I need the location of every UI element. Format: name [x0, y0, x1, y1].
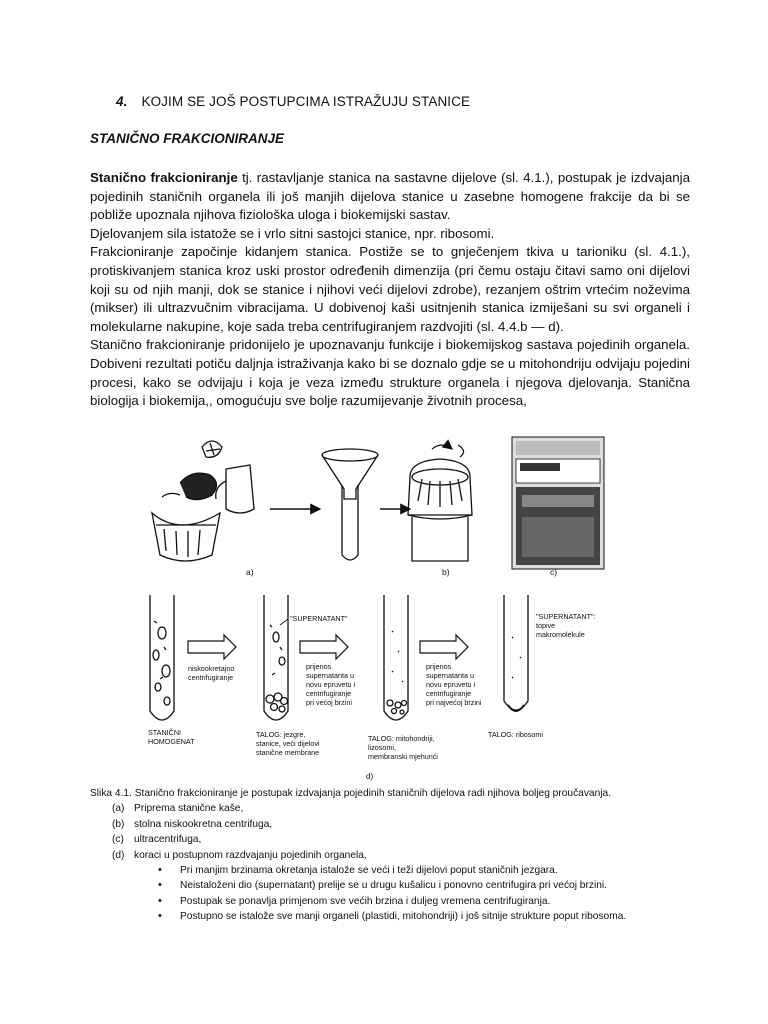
step3-line4: centrifugiranje — [426, 689, 472, 698]
caption-bullet-4: • Postupno se istalože sve manji organeli (plastidi, mitohondriji) i još sitnije strukture poput ribosoma. — [90, 909, 690, 924]
tissue-preparation-drawing — [152, 441, 254, 561]
process-arrows — [188, 635, 468, 659]
homogenat-line2: HOMOGENAT — [148, 737, 195, 746]
subsection-heading: STANIČNO FRAKCIONIRANJE — [90, 131, 285, 146]
step1-line1: niskookretajno — [188, 664, 235, 673]
step2-line4: centrifugiranje — [306, 689, 352, 698]
caption-item-a-text: Priprema stanične kaše, — [134, 803, 244, 815]
paragraph-1-text: tj. rastavljanje stanica na sastavne dijelove (sl. 4.1.), postupak je izdvajanja pojedinih staničnih organela ili još manjih dijelova stanice u zasebne homogene frakcije da bi se pobliže upoznala njihova fiziološka uloga i biokemijski sastav. — [90, 170, 690, 223]
label-b: b) — [442, 567, 450, 577]
talog1-line1: TALOG: jezgre, — [256, 730, 306, 739]
paragraph-4: Stanično frakcioniranje pridonijelo je upoznavanju funkcije i biokemijskog sastava pojedinih organela. Dobiveni rezultati potiču daljnja istraživanja kako bi se doznalo gdje se u mitohondriju odvijaju pojedini procesi, kako se odvijaju i koja je veza između strukture organela i njegova djelovanja. Stanična biologija i biokemija,, omogućuju sve bolje razumijevanje životnih procesa, — [90, 337, 690, 409]
talog1-line3: stanične membrane — [256, 748, 320, 757]
supernatant-label: "SUPERNATANT" — [290, 614, 348, 623]
homogenat-line1: STANIČNI — [148, 728, 182, 737]
step2-line1: prijenos — [306, 662, 332, 671]
paragraph-3: Frakcioniranje započinje kidanjem stanica. Postiže se to gnječenjem tkiva u tarioniku (sl. 4.1.), protiskivanjem stanica kroz uski prostor određenih dimenzija (pri čemu ostaju čitavi samo oni dijelovi koji su od njih manji, dok se stanice i njihovi veći dijelovi zdrobe), rezanjem oštrim vrtećim noževima (mikser) ili ultrazvučnim vibracijama. U dobivenoj kaši usitnjenih stanica izmiješani su svi organeli i molekularne nakupine, koje sada treba centrifugiranjem razdvojiti (sl. 4.4.b — d). — [90, 244, 690, 334]
caption-bullet-3: • Postupak se ponavlja primjenom sve većih brzina i duljeg vremena centrifugiranja. — [90, 894, 690, 909]
step2-line5: pri većoj brzini — [306, 698, 352, 707]
topive-line2: makromolekule — [536, 630, 585, 639]
caption-item-a — [90, 801, 690, 816]
figure-illustration — [140, 425, 640, 787]
paragraph-1-bold: Stanično frakcioniranje — [90, 170, 238, 185]
body-text — [90, 169, 690, 411]
figure-4-1 — [140, 425, 640, 787]
caption-item-b-text: stolna niskookretna centrifuga, — [134, 818, 273, 830]
caption-item-b — [90, 817, 690, 832]
talog2-line3: membranski mjehurići — [368, 752, 438, 761]
step2-line3: novu epruvetu i — [306, 680, 356, 689]
step1-line2: centrifugiranje — [188, 673, 234, 682]
label-d: d) — [366, 772, 374, 781]
caption-bullet-1: • Pri manjim brzinama okretanja istalože se veći i teži dijelovi poput staničnih jezgara. — [90, 863, 690, 878]
figure-caption — [90, 786, 690, 925]
ultracentrifuge-drawing — [512, 437, 604, 569]
caption-item-a-label: (a) — [112, 803, 125, 815]
step2-line2: supernatanta u — [306, 671, 354, 680]
section-number: 4. — [116, 94, 128, 109]
step3-line2: supernatanta u — [426, 671, 474, 680]
funnel-drawing — [322, 449, 378, 560]
talog2-line2: lizosomi, — [368, 743, 396, 752]
caption-item-b-label: (b) — [112, 818, 125, 830]
label-c: c) — [550, 567, 558, 577]
caption-bullets — [90, 863, 690, 925]
paragraph-1 — [90, 169, 690, 225]
section-title: KOJIM SE JOŠ POSTUPCIMA ISTRAŽUJU STANICE — [141, 94, 471, 109]
label-a: a) — [246, 567, 254, 577]
caption-item-d-text: koraci u postupnom razdvajanju pojedinih organela, — [134, 849, 367, 861]
talog1-line2: stanice, veći dijelovi — [256, 739, 320, 748]
benchtop-centrifuge-drawing — [408, 445, 472, 561]
step3-line3: novu epruvetu i — [426, 680, 476, 689]
caption-item-d — [90, 848, 690, 863]
step3-line5: pri najvećoj brzini — [426, 698, 482, 707]
supernatant-final-label: "SUPERNATANT": — [536, 612, 596, 621]
caption-bullet-2: • Neistaloženi dio (supernatant) prelije se u drugu kušalicu i ponovno centrifugira pri većoj brzini. — [90, 878, 690, 893]
caption-item-c-label: (c) — [112, 834, 124, 846]
caption-item-d-label: (d) — [112, 849, 125, 861]
topive-line1: topive — [536, 621, 556, 630]
step3-line1: prijenos — [426, 662, 452, 671]
paragraph-2: Djelovanjem sila istatože se i vrlo sitni sastojci stanice, npr. ribosomi. — [90, 225, 495, 241]
caption-item-c — [90, 832, 690, 847]
talog3-line: TALOG: ribosomi — [488, 730, 543, 739]
talog2-line1: TALOG: mitohondriji, — [368, 734, 435, 743]
caption-item-c-text: ultracentrifuga, — [134, 834, 202, 846]
section-heading — [116, 94, 470, 109]
caption-title: Slika 4.1. Stanično frakcioniranje je postupak izdvajanja pojedinih staničnih dijelova radi njihova boljeg proučavanja. — [90, 788, 612, 799]
